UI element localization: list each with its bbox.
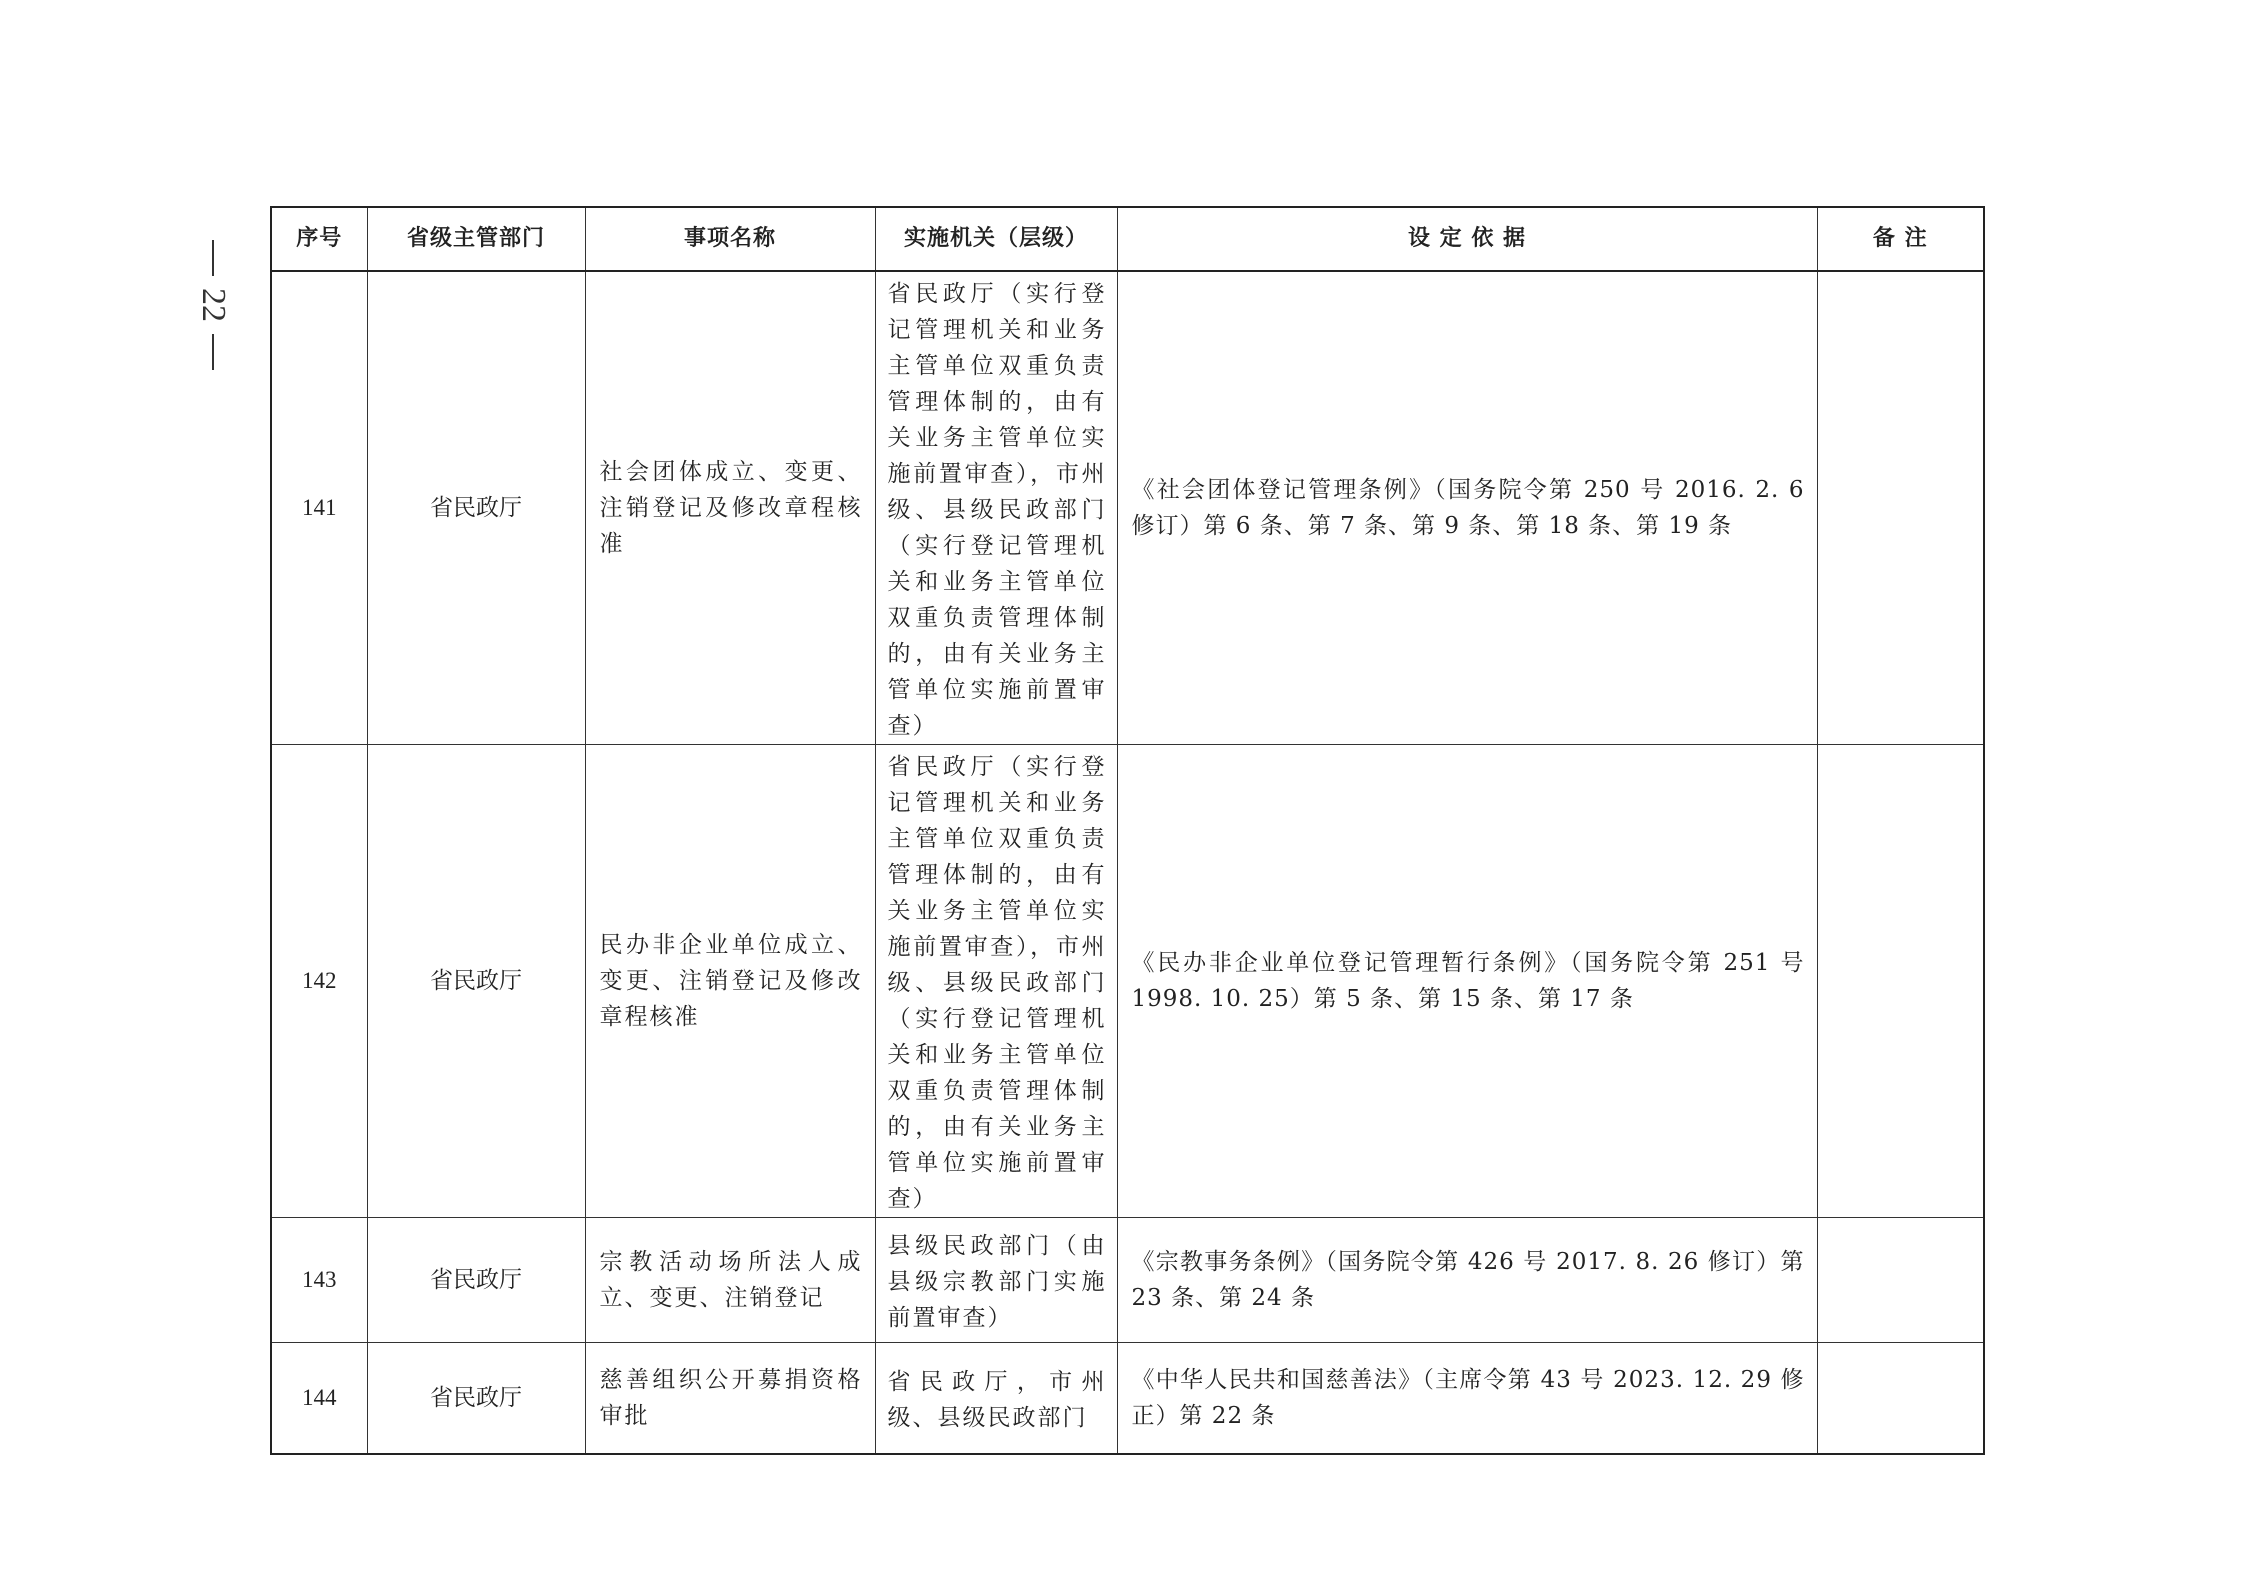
cell-basis: 《中华人民共和国慈善法》（主席令第 43 号 2023. 12. 29 修正）第 22 条: [1117, 1343, 1817, 1455]
table-row: [271, 271, 1984, 745]
cell-agency: 省民政厅（实行登记管理机关和业务主管单位双重负责管理体制的，由有关业务主管单位实施前置审查），市州级、县级民政部门（实行登记管理机关和业务主管单位双重负责管理体制的，由有关业务主管单位实施前置审查）: [875, 745, 1117, 1218]
header-no: 序号: [271, 207, 367, 271]
page-number-dash-bottom: [212, 334, 214, 370]
cell-agency: 省民政厅，市州级、县级民政部门: [875, 1343, 1117, 1455]
cell-dept: 省民政厅: [367, 1218, 585, 1343]
cell-dept: 省民政厅: [367, 1343, 585, 1455]
cell-agency: 省民政厅（实行登记管理机关和业务主管单位双重负责管理体制的，由有关业务主管单位实施前置审查），市州级、县级民政部门（实行登记管理机关和业务主管单位双重负责管理体制的，由有关业务主管单位实施前置审查）: [875, 271, 1117, 745]
cell-dept: 省民政厅: [367, 271, 585, 745]
page-number-text: 22: [195, 288, 232, 322]
cell-no: 141: [271, 271, 367, 745]
header-basis: 设 定 依 据: [1117, 207, 1817, 271]
page-number-dash-top: [212, 240, 214, 276]
table-row: [271, 1218, 1984, 1343]
cell-no: 142: [271, 745, 367, 1218]
table-row: [271, 1343, 1984, 1455]
cell-basis: 《民办非企业单位登记管理暂行条例》（国务院令第 251 号 1998. 10. 25）第 5 条、第 15 条、第 17 条: [1117, 745, 1817, 1218]
cell-remark: [1817, 271, 1984, 745]
cell-no: 144: [271, 1343, 367, 1455]
header-item: 事项名称: [585, 207, 875, 271]
cell-remark: [1817, 1343, 1984, 1455]
cell-basis: 《宗教事务条例》（国务院令第 426 号 2017. 8. 26 修订）第 23 条、第 24 条: [1117, 1218, 1817, 1343]
header-agency: 实施机关（层级）: [875, 207, 1117, 271]
table-row: [271, 745, 1984, 1218]
items-table: [270, 206, 1985, 1455]
cell-remark: [1817, 745, 1984, 1218]
cell-remark: [1817, 1218, 1984, 1343]
cell-item: 慈善组织公开募捐资格审批: [585, 1343, 875, 1455]
header-dept: 省级主管部门: [367, 207, 585, 271]
cell-item: 社会团体成立、变更、注销登记及修改章程核准: [585, 271, 875, 745]
cell-no: 143: [271, 1218, 367, 1343]
cell-item: 宗教活动场所法人成立、变更、注销登记: [585, 1218, 875, 1343]
cell-item: 民办非企业单位成立、变更、注销登记及修改章程核准: [585, 745, 875, 1218]
header-remark: 备 注: [1817, 207, 1984, 271]
cell-basis: 《社会团体登记管理条例》（国务院令第 250 号 2016. 2. 6 修订）第 6 条、第 7 条、第 9 条、第 18 条、第 19 条: [1117, 271, 1817, 745]
cell-dept: 省民政厅: [367, 745, 585, 1218]
page-number: [193, 240, 233, 400]
table-header-row: [271, 207, 1984, 271]
cell-agency: 县级民政部门（由县级宗教部门实施前置审查）: [875, 1218, 1117, 1343]
